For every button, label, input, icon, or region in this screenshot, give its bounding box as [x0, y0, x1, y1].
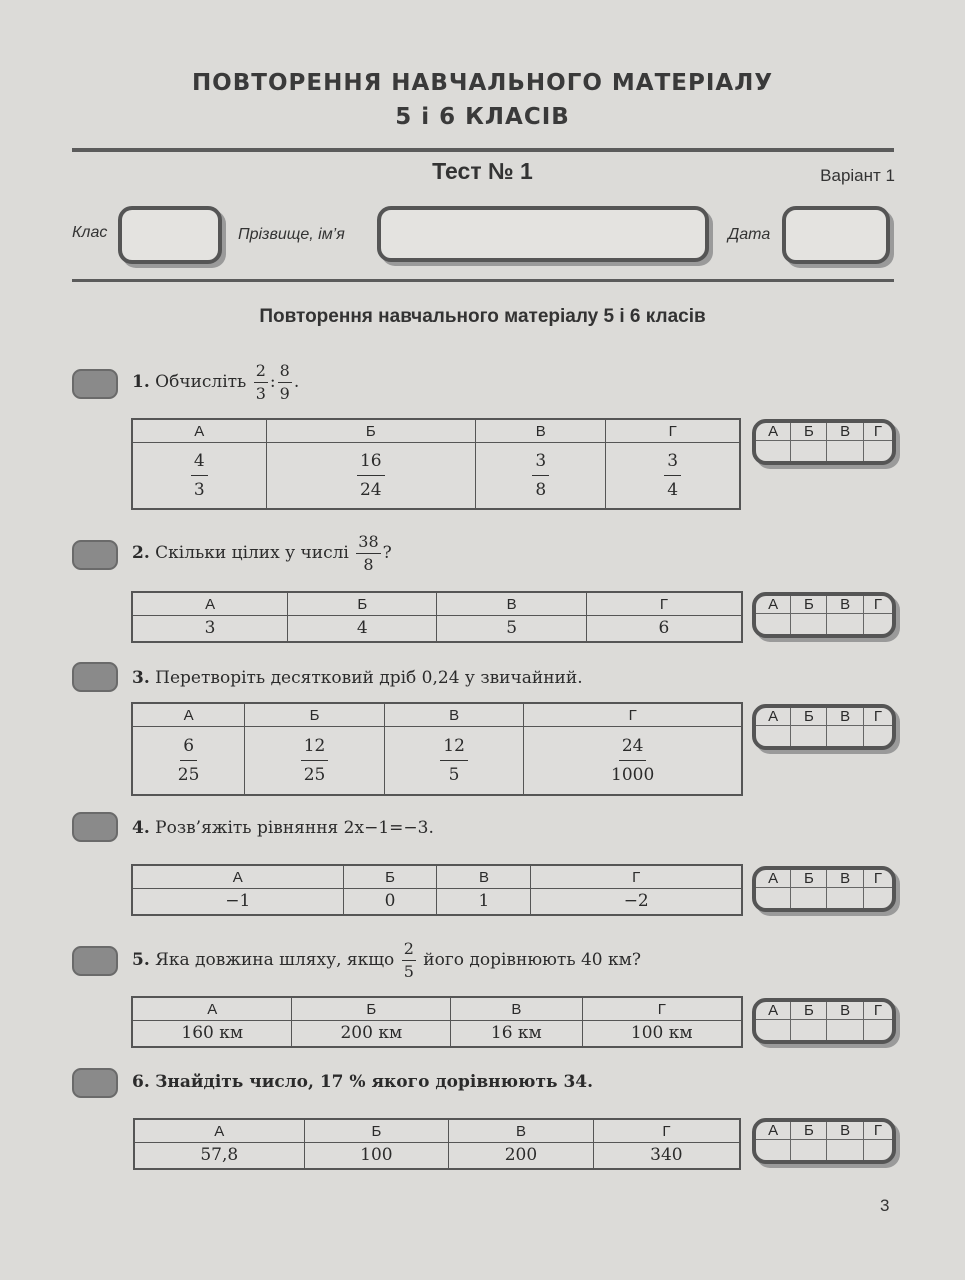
- score-marker-5: [72, 946, 118, 976]
- name-label: Прізвище, ім’я: [238, 226, 345, 243]
- page-subtitle: 5 і 6 КЛАСІВ: [395, 104, 570, 130]
- question-4: 4. Розв’яжіть рівняння 2x−1=−3.: [132, 818, 434, 838]
- option-d: 6: [586, 616, 742, 642]
- answer-grid-3[interactable]: А Б В Г: [752, 704, 896, 750]
- answer-cell[interactable]: [863, 441, 892, 462]
- option-c: 1: [437, 889, 531, 915]
- option-a: 160 км: [132, 1021, 292, 1047]
- option-a: $\frac{6}{25}$: [132, 727, 245, 795]
- score-marker-2: [72, 540, 118, 570]
- option-d: −2: [531, 889, 742, 915]
- score-marker-6: [72, 1068, 118, 1098]
- option-b: $\frac{12}{25}$: [245, 727, 385, 795]
- fraction: $\frac{2}{3}$: [255, 361, 266, 403]
- answer-options-6: А Б В Г 57,8 100 200 340: [133, 1118, 741, 1170]
- answer-grid-2[interactable]: А Б В Г: [752, 592, 896, 638]
- question-3: 3. Перетворіть десятковий дріб 0,24 у звичайний.: [132, 668, 583, 688]
- option-b: 0: [343, 889, 437, 915]
- option-a: 3: [132, 616, 288, 642]
- variant-label: Варіант 1: [820, 166, 895, 185]
- fraction: $\frac{8}{9}$: [279, 361, 290, 403]
- class-field[interactable]: [118, 206, 222, 264]
- option-d: $\frac{24}{1000}$: [524, 727, 742, 795]
- answer-grid-1[interactable]: А Б В Г: [752, 419, 896, 465]
- option-c: $\frac{3}{8}$: [476, 443, 606, 509]
- option-letter: Б: [266, 419, 475, 443]
- date-field[interactable]: [782, 206, 890, 264]
- answer-options-3: А Б В Г $\frac{6}{25}$ $\frac{12}{25}$ $\frac{12}{5}$ $\frac{24}{1000}$: [131, 702, 743, 796]
- option-c: $\frac{12}{5}$: [384, 727, 524, 795]
- question-6: 6. Знайдіть число, 17 % якого дорівнюють 34.: [132, 1072, 594, 1092]
- answer-grid-4[interactable]: А Б В Г: [752, 866, 896, 912]
- date-label: Дата: [728, 226, 771, 243]
- option-a: −1: [132, 889, 343, 915]
- answer-grid-6[interactable]: А Б В Г: [752, 1118, 896, 1164]
- class-label: Клас: [72, 224, 108, 241]
- page-number: 3: [880, 1196, 890, 1215]
- question-5: 5. Яка довжина шляху, якщо $\frac{2}{5}$ його дорівнюють 40 км?: [132, 939, 641, 981]
- option-d: $\frac{3}{4}$: [606, 443, 740, 509]
- test-title: Тест № 1: [432, 158, 533, 184]
- score-marker-1: [72, 369, 118, 399]
- option-a: $\frac{4}{3}$: [132, 443, 266, 509]
- option-letter: Г: [606, 419, 740, 443]
- answer-options-1: [131, 418, 741, 510]
- option-d: 100 км: [582, 1021, 742, 1047]
- option-b: 4: [288, 616, 437, 642]
- option-b: 200 км: [292, 1021, 451, 1047]
- option-b: $\frac{16}{24}$: [266, 443, 475, 509]
- fraction: $\frac{38}{8}$: [358, 532, 379, 574]
- page-title: ПОВТОРЕННЯ НАВЧАЛЬНОГО МАТЕРІАЛУ: [191, 70, 774, 96]
- answer-options-5: А Б В Г 160 км 200 км 16 км 100 км: [131, 996, 743, 1048]
- option-letter: В: [476, 419, 606, 443]
- option-b: 100: [304, 1143, 449, 1169]
- answer-options-4: А Б В Г −1 0 1 −2: [131, 864, 743, 916]
- fraction: $\frac{2}{5}$: [403, 939, 414, 981]
- header-divider: [72, 148, 894, 152]
- question-1: 1. Обчисліть $\frac{2}{3}$ : $\frac{8}{9}$ .: [132, 361, 300, 403]
- answer-grid-5[interactable]: А Б В Г: [752, 998, 896, 1044]
- score-marker-3: [72, 662, 118, 692]
- answer-cell[interactable]: [827, 441, 864, 462]
- option-c: 5: [437, 616, 586, 642]
- score-marker-4: [72, 812, 118, 842]
- fields-divider: [72, 279, 894, 282]
- answer-cell[interactable]: [756, 441, 791, 462]
- name-field[interactable]: [377, 206, 709, 262]
- option-c: 200: [449, 1143, 594, 1169]
- question-2: 2. Скільки цілих у числі $\frac{38}{8}$ ?: [132, 532, 392, 574]
- option-a: 57,8: [134, 1143, 304, 1169]
- answer-cell[interactable]: [791, 441, 827, 462]
- option-d: 340: [593, 1143, 740, 1169]
- option-letter: А: [132, 419, 266, 443]
- answer-options-2: А Б В Г 3 4 5 6: [131, 591, 743, 643]
- section-title: Повторення навчального матеріалу 5 і 6 класів: [259, 306, 706, 327]
- option-c: 16 км: [451, 1021, 582, 1047]
